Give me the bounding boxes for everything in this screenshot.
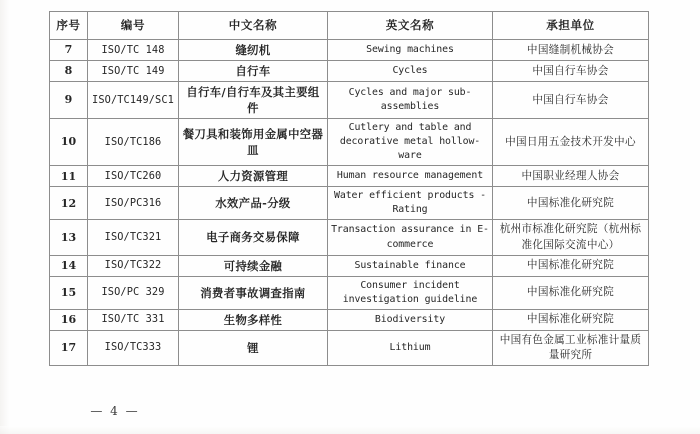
- table-row: [50, 187, 649, 220]
- cell-english-name: Cutlery and table and decorative metal hollow-ware: [328, 119, 493, 166]
- cell-seq: 16: [50, 309, 88, 330]
- cell-english-name: Cycles: [328, 61, 493, 82]
- cell-seq: 11: [50, 166, 88, 187]
- table-row: [50, 119, 649, 166]
- table-row: [50, 40, 649, 61]
- cell-seq: 15: [50, 276, 88, 309]
- cell-english-name: Human resource management: [328, 166, 493, 187]
- cell-seq: 9: [50, 82, 88, 119]
- cell-code: ISO/TC149/SC1: [88, 82, 179, 119]
- cell-organization: 杭州市标准化研究院（杭州标准化国际交流中心）: [493, 220, 649, 255]
- cell-chinese-name: 自行车/自行车及其主要组件: [179, 82, 328, 119]
- table-header: [50, 12, 649, 40]
- cell-seq: 7: [50, 40, 88, 61]
- cell-seq: 17: [50, 330, 88, 365]
- column-header-organization: 承担单位: [493, 12, 649, 40]
- cell-organization: 中国职业经理人协会: [493, 166, 649, 187]
- cell-chinese-name: 电子商务交易保障: [179, 220, 328, 255]
- cell-english-name: Sewing machines: [328, 40, 493, 61]
- cell-organization: 中国标准化研究院: [493, 255, 649, 276]
- cell-organization: 中国自行车协会: [493, 61, 649, 82]
- cell-code: ISO/PC316: [88, 187, 179, 220]
- cell-chinese-name: 生物多样性: [179, 309, 328, 330]
- table-row: [50, 61, 649, 82]
- iso-committee-table: [49, 11, 649, 366]
- table-row: [50, 276, 649, 309]
- cell-code: ISO/PC 329: [88, 276, 179, 309]
- cell-english-name: Biodiversity: [328, 309, 493, 330]
- cell-code: ISO/TC 148: [88, 40, 179, 61]
- cell-code: ISO/TC186: [88, 119, 179, 166]
- cell-chinese-name: 水效产品-分级: [179, 187, 328, 220]
- cell-code: ISO/TC 331: [88, 309, 179, 330]
- cell-english-name: Transaction assurance in E-commerce: [328, 220, 493, 255]
- cell-seq: 12: [50, 187, 88, 220]
- cell-seq: 13: [50, 220, 88, 255]
- cell-code: ISO/TC 149: [88, 61, 179, 82]
- cell-code: ISO/TC260: [88, 166, 179, 187]
- cell-code: ISO/TC321: [88, 220, 179, 255]
- cell-chinese-name: 消费者事故调查指南: [179, 276, 328, 309]
- cell-organization: 中国有色金属工业标准计量质量研究所: [493, 330, 649, 365]
- table-row: [50, 309, 649, 330]
- column-header-chinese-name: 中文名称: [179, 12, 328, 40]
- cell-code: ISO/TC322: [88, 255, 179, 276]
- table-body: [50, 40, 649, 366]
- cell-chinese-name: 人力资源管理: [179, 166, 328, 187]
- scan-edge-bottom: [0, 426, 700, 434]
- cell-seq: 14: [50, 255, 88, 276]
- cell-english-name: Water efficient products - Rating: [328, 187, 493, 220]
- cell-chinese-name: 缝纫机: [179, 40, 328, 61]
- cell-english-name: Consumer incident investigation guideline: [328, 276, 493, 309]
- cell-seq: 8: [50, 61, 88, 82]
- table-row: [50, 166, 649, 187]
- table-header-row: [50, 12, 649, 40]
- cell-organization: 中国标准化研究院: [493, 187, 649, 220]
- cell-organization: 中国自行车协会: [493, 82, 649, 119]
- cell-english-name: Sustainable finance: [328, 255, 493, 276]
- table-row: [50, 255, 649, 276]
- column-header-seq: 序号: [50, 12, 88, 40]
- cell-organization: 中国日用五金技术开发中心: [493, 119, 649, 166]
- cell-chinese-name: 可持续金融: [179, 255, 328, 276]
- cell-english-name: Lithium: [328, 330, 493, 365]
- cell-chinese-name: 自行车: [179, 61, 328, 82]
- table-row: [50, 330, 649, 365]
- column-header-code: 编号: [88, 12, 179, 40]
- scan-edge-left: [0, 0, 10, 434]
- cell-organization: 中国缝制机械协会: [493, 40, 649, 61]
- cell-organization: 中国标准化研究院: [493, 276, 649, 309]
- cell-organization: 中国标准化研究院: [493, 309, 649, 330]
- table-row: [50, 220, 649, 255]
- table-row: [50, 82, 649, 119]
- cell-code: ISO/TC333: [88, 330, 179, 365]
- cell-chinese-name: 餐刀具和装饰用金属中空器皿: [179, 119, 328, 166]
- column-header-english-name: 英文名称: [328, 12, 493, 40]
- cell-chinese-name: 锂: [179, 330, 328, 365]
- cell-seq: 10: [50, 119, 88, 166]
- page-number: — 4 —: [90, 404, 140, 418]
- cell-english-name: Cycles and major sub-assemblies: [328, 82, 493, 119]
